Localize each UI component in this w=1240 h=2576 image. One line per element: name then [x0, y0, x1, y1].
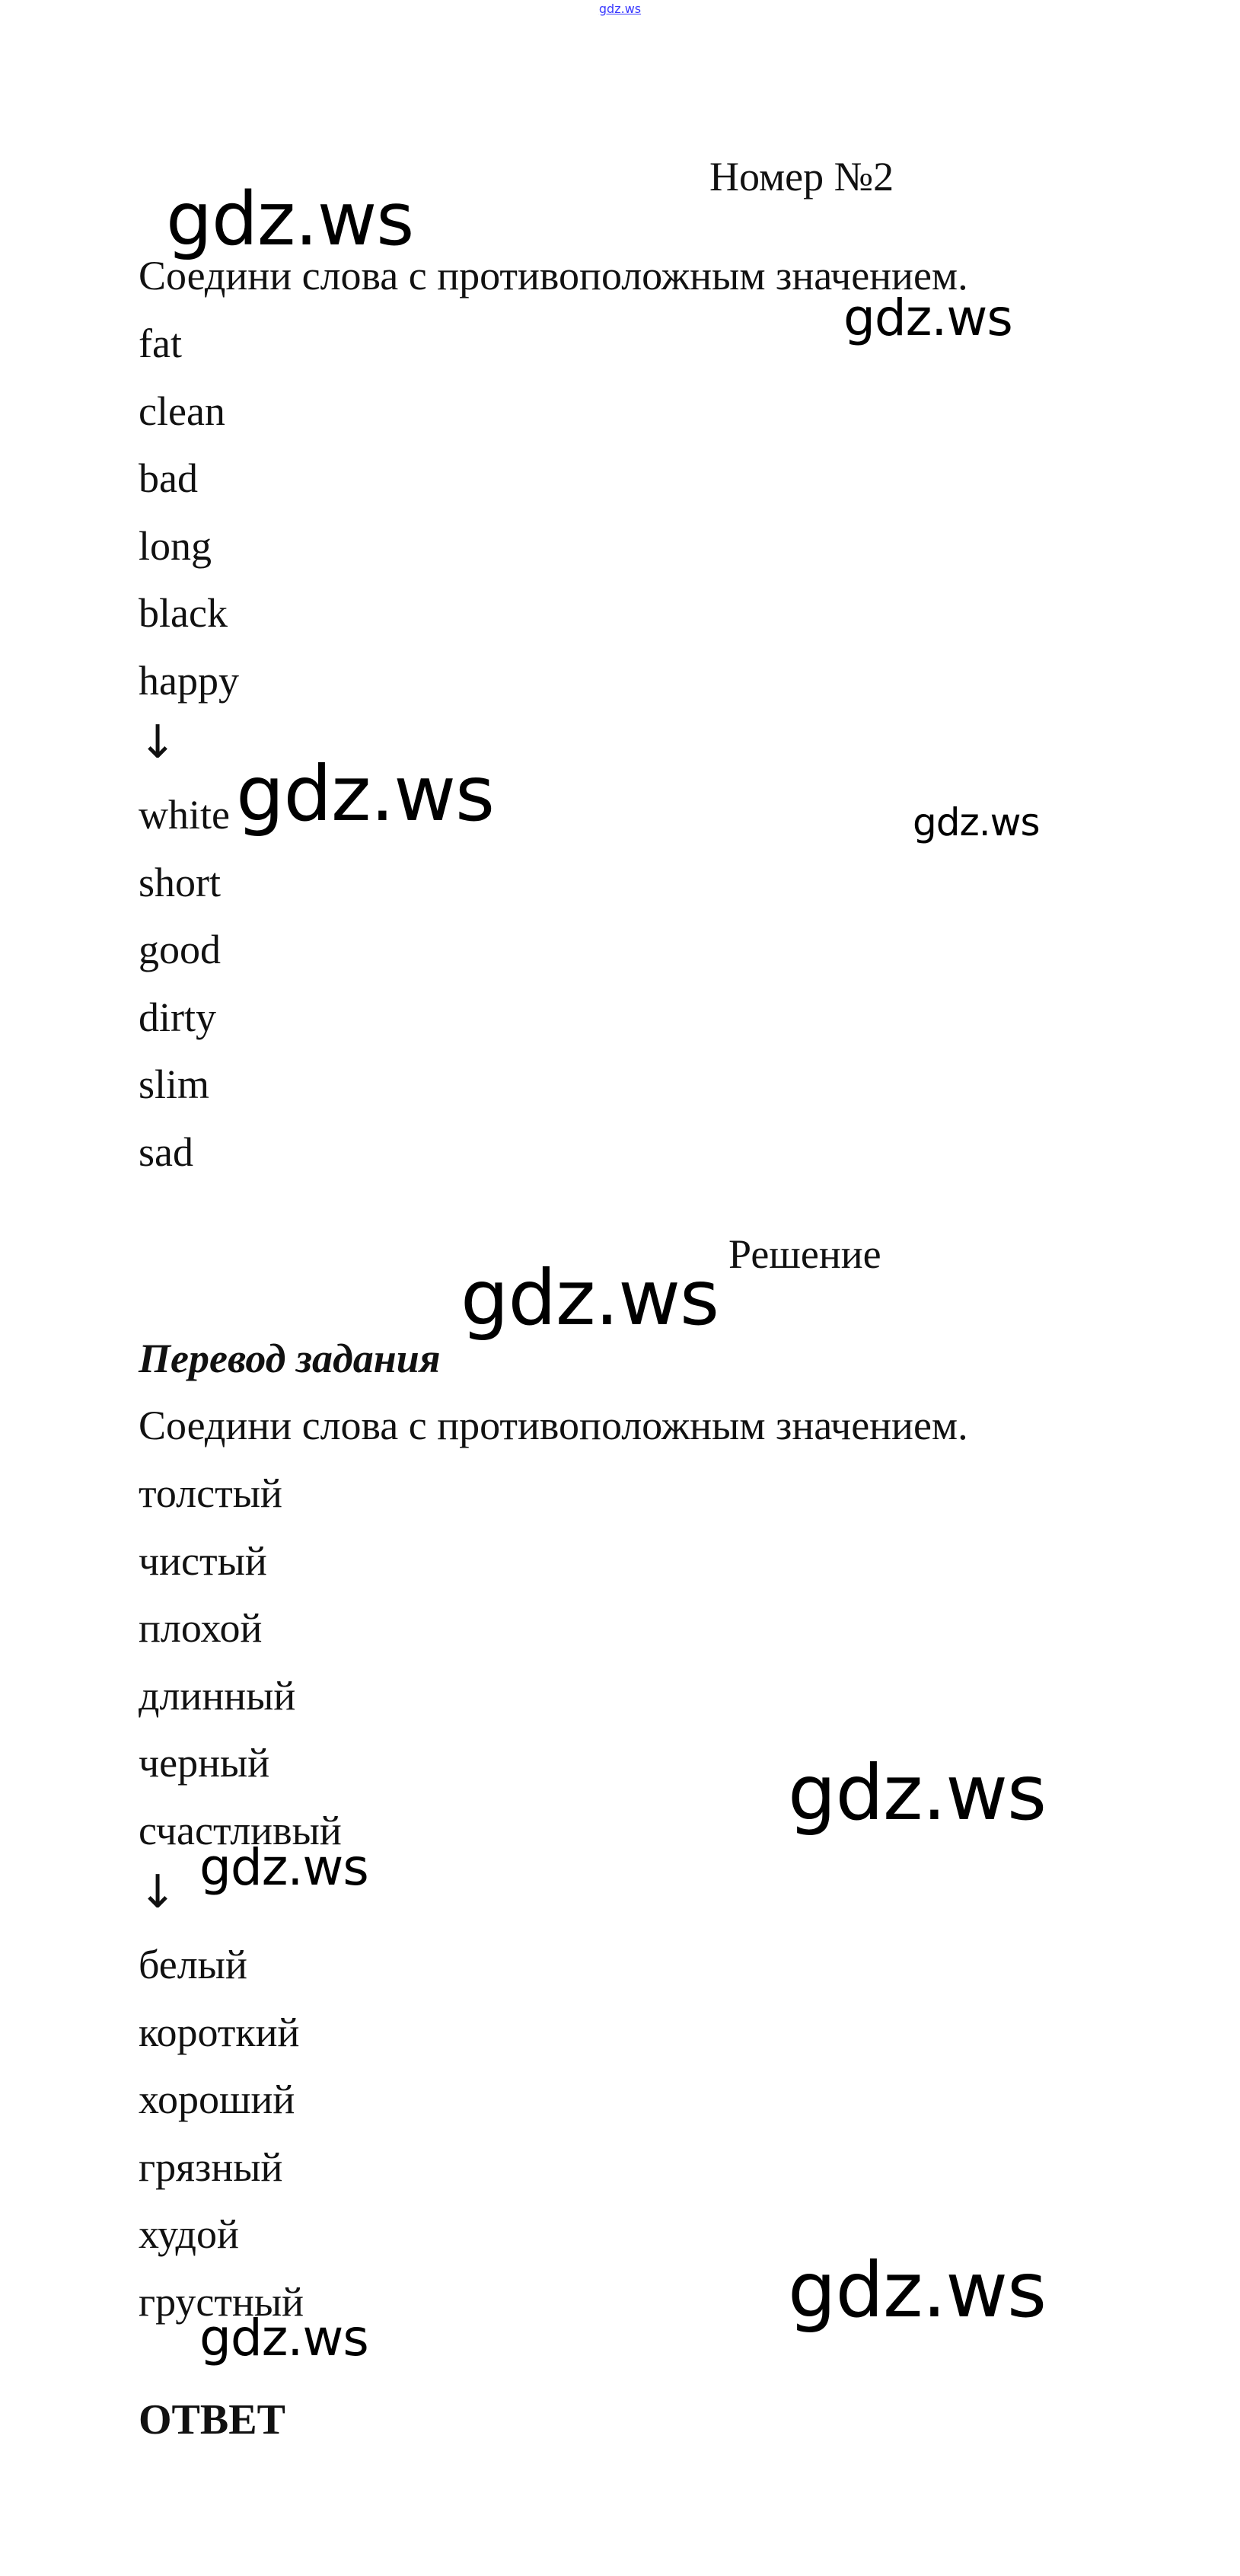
word-item: грустный [139, 2278, 304, 2325]
word-item: черный [139, 1740, 270, 1786]
word-item: длинный [139, 1672, 296, 1719]
word-item: slim [139, 1061, 210, 1107]
task-number-heading: Номер №2 [709, 154, 894, 200]
russian-words-left-list [139, 1470, 342, 1877]
task-instruction: Соедини слова с противоположным значением. [139, 253, 968, 298]
word-item: sad [139, 1128, 193, 1175]
word-item: short [139, 859, 221, 905]
english-words-right-list [139, 794, 230, 1199]
watermark-logo: gdz.ws [843, 289, 1012, 347]
word-item: худой [139, 2211, 239, 2257]
watermark-logo: gdz.ws [788, 1748, 1047, 1837]
solution-heading: Решение [728, 1231, 881, 1277]
word-item: хороший [139, 2076, 295, 2122]
word-item: толстый [139, 1470, 282, 1516]
watermark-logo: gdz.ws [913, 800, 1040, 844]
word-item: счастливый [139, 1807, 342, 1853]
watermark-logo: gdz.ws [166, 177, 414, 262]
word-item: чистый [139, 1537, 267, 1584]
word-item: clean [139, 388, 225, 434]
word-item: грязный [139, 2143, 283, 2190]
down-arrow-icon: ↓ [139, 716, 177, 769]
english-words-left-list [139, 323, 239, 727]
word-item: white [139, 792, 230, 838]
source-link[interactable]: gdz.ws [598, 2, 642, 16]
down-arrow-icon: ↓ [139, 1866, 177, 1919]
translation-heading: Перевод задания [139, 1336, 441, 1381]
watermark-logo: gdz.ws [199, 1838, 368, 1897]
word-item: короткий [139, 2009, 300, 2055]
word-item: плохой [139, 1605, 263, 1651]
word-item: белый [139, 1942, 247, 1987]
word-item: dirty [139, 994, 216, 1040]
translated-instruction: Соедини слова с противоположным значением. [139, 1403, 968, 1448]
watermark-logo: gdz.ws [236, 749, 495, 838]
russian-words-right-list [139, 1944, 304, 2348]
word-item: long [139, 522, 212, 569]
word-item: bad [139, 455, 198, 501]
word-item: fat [139, 321, 182, 366]
answer-heading: ОТВЕТ [139, 2396, 285, 2444]
watermark-logo: gdz.ws [788, 2246, 1047, 2335]
watermark-logo: gdz.ws [461, 1253, 719, 1342]
watermark-logo: gdz.ws [199, 2309, 368, 2367]
word-item: black [139, 590, 228, 636]
word-item: good [139, 927, 221, 972]
word-item: happy [139, 657, 239, 704]
